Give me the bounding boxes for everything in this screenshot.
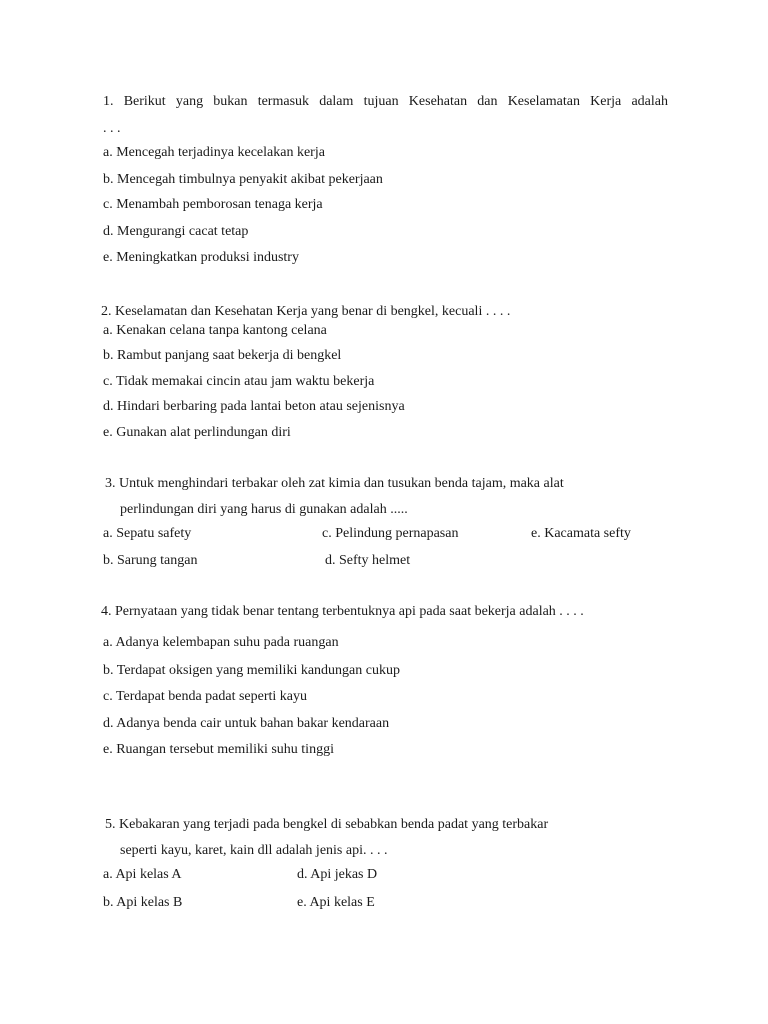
- q2-option-e: e. Gunakan alat perlindungan diri: [103, 425, 291, 440]
- q1-option-a: a. Mencegah terjadinya kecelakan kerja: [103, 145, 325, 160]
- question-5-stem-continued: seperti kayu, karet, kain dll adalah jenis api. . . .: [120, 843, 388, 858]
- q3-option-c: c. Pelindung pernapasan: [322, 526, 459, 541]
- q1-option-e: e. Meningkatkan produksi industry: [103, 250, 299, 265]
- q3-option-b: b. Sarung tangan: [103, 553, 198, 568]
- q1-option-b: b. Mencegah timbulnya penyakit akibat pekerjaan: [103, 172, 383, 187]
- q5-option-a: a. Api kelas A: [103, 867, 182, 882]
- question-1-stem-continued: . . .: [103, 121, 121, 136]
- q2-option-a: a. Kenakan celana tanpa kantong celana: [103, 323, 327, 338]
- q1-option-c: c. Menambah pemborosan tenaga kerja: [103, 197, 323, 212]
- question-4-stem: 4. Pernyataan yang tidak benar tentang terbentuknya api pada saat bekerja adalah . . . .: [101, 604, 584, 619]
- q2-option-b: b. Rambut panjang saat bekerja di bengkel: [103, 348, 342, 363]
- q5-option-b: b. Api kelas B: [103, 895, 183, 910]
- question-3-stem-continued: perlindungan diri yang harus di gunakan adalah .....: [120, 502, 408, 517]
- question-2-stem: 2. Keselamatan dan Kesehatan Kerja yang benar di bengkel, kecuali . . . .: [101, 304, 511, 319]
- q3-option-e: e. Kacamata sefty: [531, 526, 631, 541]
- question-3-stem: 3. Untuk menghindari terbakar oleh zat kimia dan tusukan benda tajam, maka alat: [105, 476, 564, 491]
- q3-option-a: a. Sepatu safety: [103, 526, 192, 541]
- q4-option-a: a. Adanya kelembapan suhu pada ruangan: [103, 635, 339, 650]
- q5-option-d: d. Api jekas D: [297, 867, 378, 882]
- q5-option-e: e. Api kelas E: [297, 895, 375, 910]
- q4-option-e: e. Ruangan tersebut memiliki suhu tinggi: [103, 742, 334, 757]
- q4-option-d: d. Adanya benda cair untuk bahan bakar kendaraan: [103, 716, 390, 731]
- q4-option-b: b. Terdapat oksigen yang memiliki kandungan cukup: [103, 663, 400, 678]
- q3-option-d: d. Sefty helmet: [325, 553, 411, 568]
- question-1-stem: 1. Berikut yang bukan termasuk dalam tujuan Kesehatan dan Keselamatan Kerja adalah: [103, 94, 668, 109]
- q1-option-d: d. Mengurangi cacat tetap: [103, 224, 249, 239]
- q4-option-c: c. Terdapat benda padat seperti kayu: [103, 689, 308, 704]
- q2-option-d: d. Hindari berbaring pada lantai beton atau sejenisnya: [103, 399, 405, 414]
- q2-option-c: c. Tidak memakai cincin atau jam waktu bekerja: [103, 374, 375, 389]
- question-5-stem: 5. Kebakaran yang terjadi pada bengkel di sebabkan benda padat yang terbakar: [105, 817, 549, 832]
